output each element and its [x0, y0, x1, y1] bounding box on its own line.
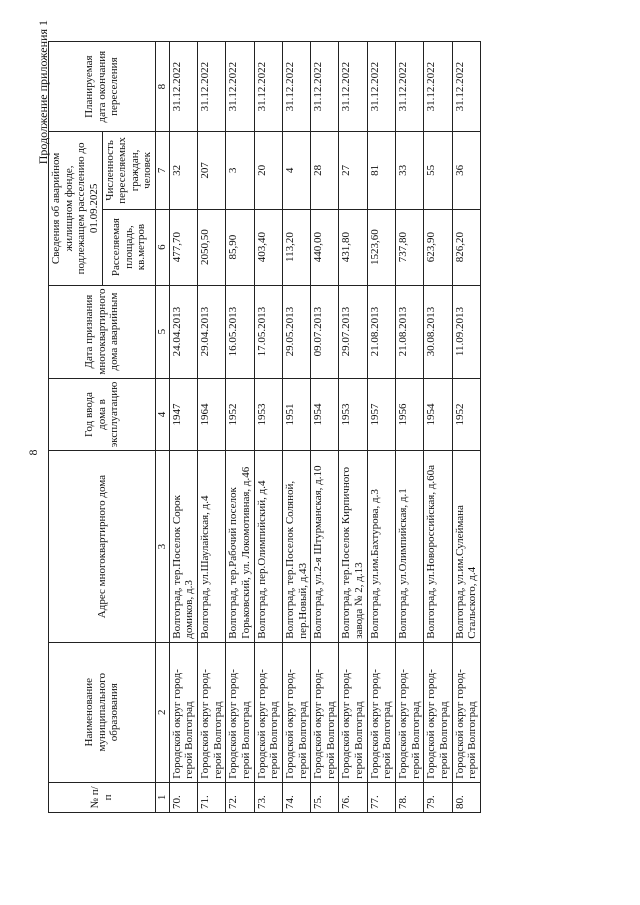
area-cell: 440,00	[311, 209, 339, 285]
end-date-cell: 31.12.2022	[226, 42, 254, 132]
column-index-cell: 3	[156, 451, 170, 642]
people-cell: 36	[452, 132, 480, 209]
area-cell: 737,80	[396, 209, 424, 285]
year-cell: 1957	[367, 378, 395, 451]
year-cell: 1953	[339, 378, 367, 451]
column-index-cell: 7	[156, 132, 170, 209]
municipality-cell: Городской округ город-герой Волгоград	[367, 642, 395, 782]
address-cell: Волгоград, ул.2-я Штурманская, д.10	[311, 451, 339, 642]
address-cell: Волгоград, тер.Рабочий поселок Горьковский, ул. Локомотивная, д.46	[226, 451, 254, 642]
table-body	[169, 42, 480, 813]
row-number: 75.	[311, 782, 339, 812]
people-cell: 32	[169, 132, 197, 209]
date-cell: 24.04.2013	[169, 285, 197, 378]
row-number: 79.	[424, 782, 452, 812]
area-cell: 826,20	[452, 209, 480, 285]
table-row	[311, 42, 339, 813]
end-date-cell: 31.12.2022	[339, 42, 367, 132]
people-cell: 55	[424, 132, 452, 209]
column-index-cell: 6	[156, 209, 170, 285]
municipality-cell: Городской округ город-герой Волгоград	[424, 642, 452, 782]
end-date-cell: 31.12.2022	[311, 42, 339, 132]
date-cell: 16.05.2013	[226, 285, 254, 378]
date-cell: 17.05.2013	[254, 285, 282, 378]
header-area: Расселяемая площадь, кв.метров	[102, 209, 156, 285]
end-date-cell: 31.12.2022	[424, 42, 452, 132]
year-cell: 1964	[198, 378, 226, 451]
end-date-cell: 31.12.2022	[282, 42, 310, 132]
area-cell: 1523,60	[367, 209, 395, 285]
year-cell: 1956	[396, 378, 424, 451]
table-row	[367, 42, 395, 813]
address-cell: Волгоград, тер.Поселок Кирпичного завода № 2, д.13	[339, 451, 367, 642]
table-row	[396, 42, 424, 813]
municipality-cell: Городской округ город-герой Волгоград	[452, 642, 480, 782]
year-cell: 1952	[226, 378, 254, 451]
date-cell: 21.08.2013	[396, 285, 424, 378]
address-cell: Волгоград, тер.Поселок Сорок домиков, д.3	[169, 451, 197, 642]
column-index-cell: 1	[156, 782, 170, 812]
column-index-cell: 5	[156, 285, 170, 378]
year-cell: 1951	[282, 378, 310, 451]
table-row	[452, 42, 480, 813]
area-cell: 431,80	[339, 209, 367, 285]
header-info-group: Сведения об аварийном жилищном фонде, подлежащем расселению до 01.09.2025	[49, 132, 103, 285]
address-cell: Волгоград, ул.им.Сулеймана Стальского, д.4	[452, 451, 480, 642]
header-address: Адрес многоквартирного дома	[49, 451, 156, 642]
municipality-cell: Городской округ город-герой Волгоград	[226, 642, 254, 782]
table-row	[424, 42, 452, 813]
people-cell: 3	[226, 132, 254, 209]
table-row	[226, 42, 254, 813]
end-date-cell: 31.12.2022	[198, 42, 226, 132]
date-cell: 11.09.2013	[452, 285, 480, 378]
area-cell: 403,40	[254, 209, 282, 285]
year-cell: 1952	[452, 378, 480, 451]
row-number: 73.	[254, 782, 282, 812]
people-cell: 207	[198, 132, 226, 209]
table-row	[254, 42, 282, 813]
header-people: Численность переселяемых граждан, человек	[102, 132, 156, 209]
header-municipality: Наименование муниципального образования	[49, 642, 156, 782]
date-cell: 09.07.2013	[311, 285, 339, 378]
area-cell: 2050,50	[198, 209, 226, 285]
end-date-cell: 31.12.2022	[452, 42, 480, 132]
end-date-cell: 31.12.2022	[367, 42, 395, 132]
end-date-cell: 31.12.2022	[396, 42, 424, 132]
continuation-note: Продолжение приложения 1	[36, 20, 50, 165]
row-number: 74.	[282, 782, 310, 812]
table-row	[339, 42, 367, 813]
area-cell: 85,90	[226, 209, 254, 285]
year-cell: 1954	[311, 378, 339, 451]
municipality-cell: Городской округ город-герой Волгоград	[282, 642, 310, 782]
year-cell: 1953	[254, 378, 282, 451]
column-index-row	[156, 42, 170, 813]
date-cell: 21.08.2013	[367, 285, 395, 378]
row-number: 77.	[367, 782, 395, 812]
resettlement-table	[48, 41, 481, 813]
address-cell: Волгоград, ул.Новороссийская, д.60а	[424, 451, 452, 642]
table-row	[169, 42, 197, 813]
date-cell: 29.07.2013	[339, 285, 367, 378]
year-cell: 1947	[169, 378, 197, 451]
people-cell: 20	[254, 132, 282, 209]
row-number: 70.	[169, 782, 197, 812]
header-date: Дата признания многоквартирного дома аварийным	[49, 285, 156, 378]
municipality-cell: Городской округ город-герой Волгоград	[169, 642, 197, 782]
end-date-cell: 31.12.2022	[254, 42, 282, 132]
municipality-cell: Городской округ город-герой Волгоград	[339, 642, 367, 782]
address-cell: Волгоград, ул.Шаулайская, д.4	[198, 451, 226, 642]
header-num: № п/п	[49, 782, 156, 812]
people-cell: 33	[396, 132, 424, 209]
column-index-cell: 8	[156, 42, 170, 132]
row-number: 80.	[452, 782, 480, 812]
date-cell: 30.08.2013	[424, 285, 452, 378]
area-cell: 623,90	[424, 209, 452, 285]
address-cell: Волгоград, ул.им.Бахтурова, д.3	[367, 451, 395, 642]
municipality-cell: Городской округ город-герой Волгоград	[198, 642, 226, 782]
area-cell: 477,70	[169, 209, 197, 285]
table-row	[282, 42, 310, 813]
address-cell: Волгоград, тер.Поселок Соляной, пер.Новый, д.43	[282, 451, 310, 642]
address-cell: Волгоград, пер.Олимпийский, д.4	[254, 451, 282, 642]
page-number: 8	[26, 449, 40, 456]
people-cell: 81	[367, 132, 395, 209]
row-number: 78.	[396, 782, 424, 812]
row-number: 72.	[226, 782, 254, 812]
municipality-cell: Городской округ город-герой Волгоград	[396, 642, 424, 782]
date-cell: 29.05.2013	[282, 285, 310, 378]
people-cell: 4	[282, 132, 310, 209]
area-cell: 113,20	[282, 209, 310, 285]
municipality-cell: Городской округ город-герой Волгоград	[254, 642, 282, 782]
end-date-cell: 31.12.2022	[169, 42, 197, 132]
row-number: 71.	[198, 782, 226, 812]
header-year: Год ввода дома в эксплуатацию	[49, 378, 156, 451]
column-index-cell: 4	[156, 378, 170, 451]
year-cell: 1954	[424, 378, 452, 451]
people-cell: 28	[311, 132, 339, 209]
municipality-cell: Городской округ город-герой Волгоград	[311, 642, 339, 782]
date-cell: 29.04.2013	[198, 285, 226, 378]
row-number: 76.	[339, 782, 367, 812]
column-index-cell: 2	[156, 642, 170, 782]
people-cell: 27	[339, 132, 367, 209]
table-row	[198, 42, 226, 813]
header-end-date: Планируемая дата окончания переселения	[49, 42, 156, 132]
address-cell: Волгоград, ул.Олимпийская, д.1	[396, 451, 424, 642]
